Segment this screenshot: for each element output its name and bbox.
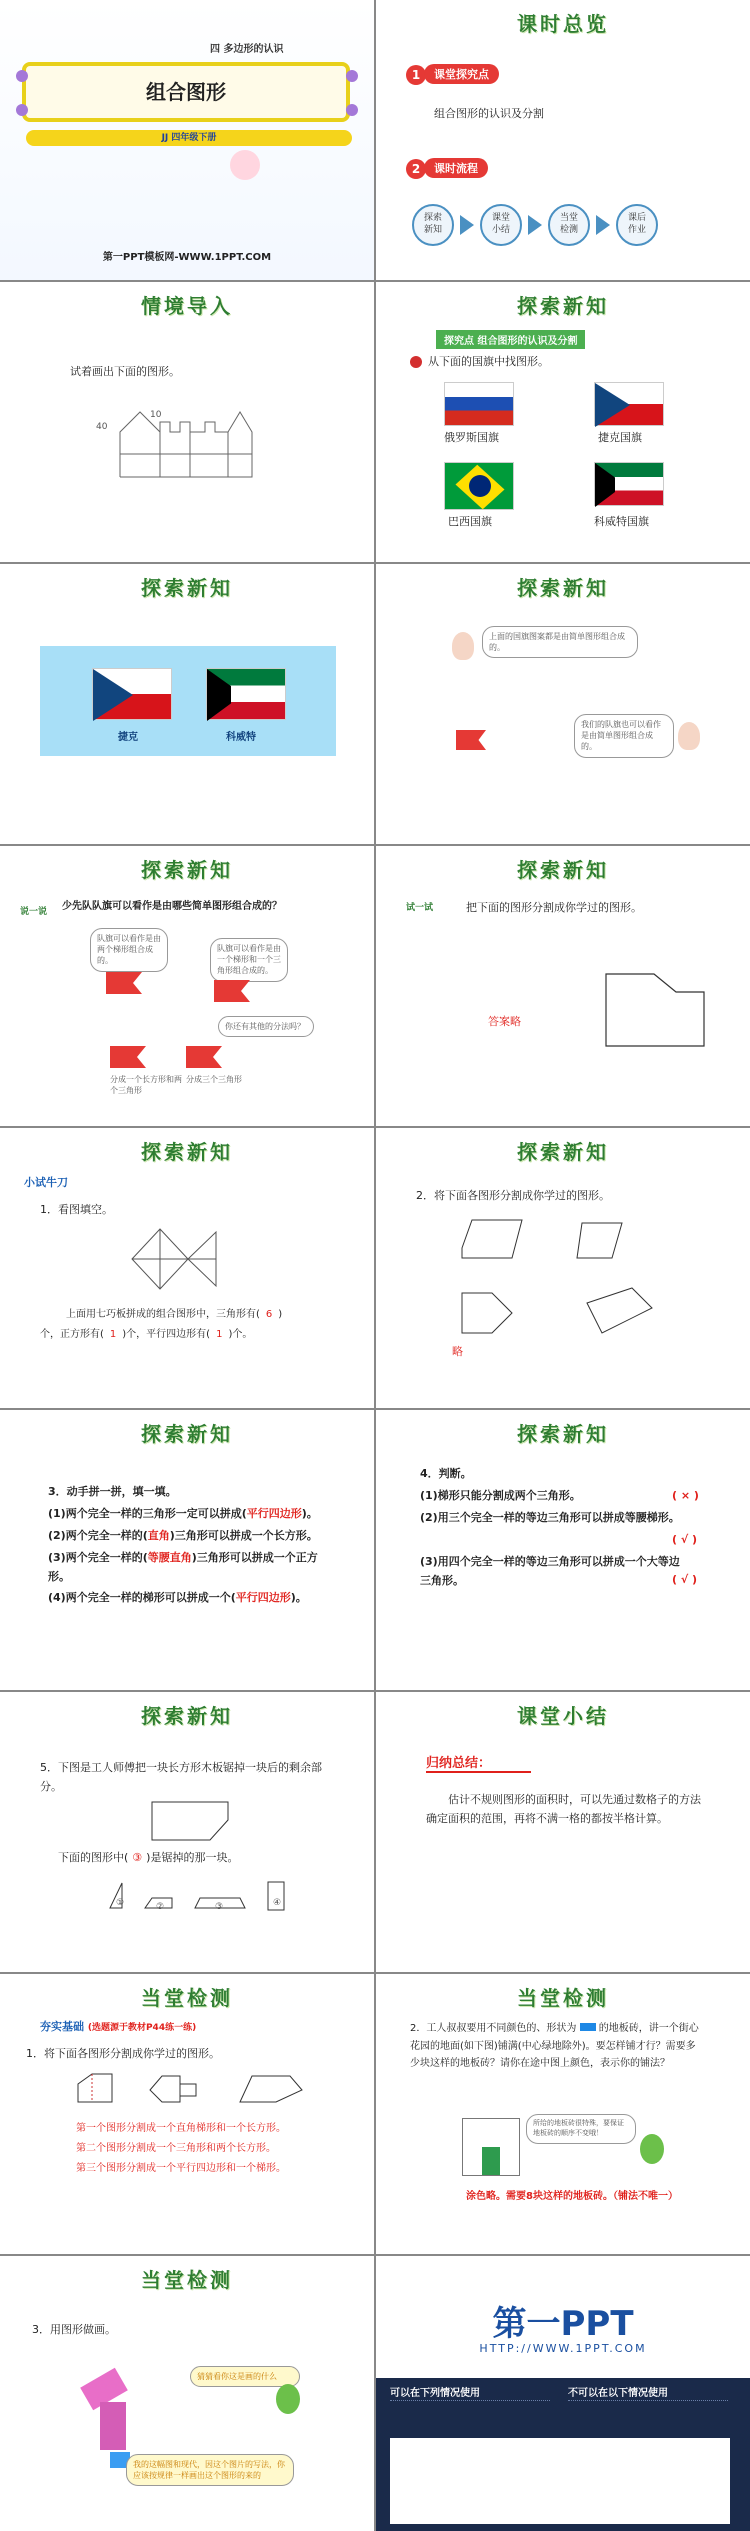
cover-unit: 四 多边形的认识 bbox=[210, 44, 284, 55]
bead-decor bbox=[346, 70, 358, 82]
slide-title: 探索新知 bbox=[141, 1422, 233, 1446]
slide-flags-dialog[interactable] bbox=[376, 564, 750, 844]
slide-title: 情境导入 bbox=[141, 294, 233, 318]
question-text: 3．用图形做画。 bbox=[32, 2323, 116, 2336]
fill-text: (3)两个完全一样的( bbox=[48, 1551, 148, 1564]
exploration-tag: 探究点 组合图形的认识及分割 bbox=[436, 330, 585, 349]
speech-bubble: 所给的地板砖很特殊，要保证地板砖的顺序不变哦！ bbox=[526, 2114, 636, 2144]
cover-title-frame bbox=[22, 62, 350, 122]
row-divider bbox=[0, 1408, 750, 1410]
usage-footer bbox=[376, 2378, 750, 2531]
answer-text: 涂色略。需要8块这样的地板砖。（铺法不唯一） bbox=[466, 2191, 678, 2202]
answer-value: 6 bbox=[265, 1309, 273, 1320]
slide-end[interactable] bbox=[376, 2256, 750, 2531]
answer-text: 答案略 bbox=[488, 1015, 521, 1028]
answer-text: 第二个图形分割成一个三角形和两个长方形。 bbox=[76, 2143, 276, 2154]
fill-text: 下面的图形中( bbox=[58, 1851, 129, 1864]
slide-title: 课时总览 bbox=[517, 12, 609, 36]
judge-statement: (1)梯形只能分割成两个三角形。 bbox=[420, 1489, 581, 1502]
slide-summary[interactable] bbox=[376, 1692, 750, 1972]
usage-heading: 不可以在以下情况使用 bbox=[568, 2388, 668, 2399]
link-list[interactable] bbox=[390, 2438, 730, 2524]
slide-title: 当堂检测 bbox=[517, 1986, 609, 2010]
option-number: ③ bbox=[215, 1902, 224, 1912]
question-text: 少先队队旗可以看作是由哪些简单图形组合成的？ bbox=[62, 901, 282, 912]
slide-intro[interactable] bbox=[0, 282, 374, 562]
slide-test-1[interactable] bbox=[0, 1974, 374, 2254]
practice-heading: 小试牛刀 bbox=[24, 1176, 68, 1189]
answer-value: 平行四边形 bbox=[235, 1591, 291, 1604]
slide-title: 探索新知 bbox=[141, 1140, 233, 1164]
slide-team-flag[interactable] bbox=[0, 846, 374, 1126]
exploration-point: 组合图形的认识及分割 bbox=[434, 107, 544, 120]
answer-value: 平行四边形 bbox=[246, 1507, 302, 1520]
slide-title: 当堂检测 bbox=[141, 1986, 233, 2010]
answer-text: 第三个图形分割成一个平行四边形和一个梯形。 bbox=[76, 2163, 286, 2174]
fill-line-1 bbox=[66, 1306, 282, 1324]
intro-text: 试着画出下面的图形。 bbox=[70, 365, 180, 378]
question-text: 1．看图填空。 bbox=[40, 1203, 113, 1216]
bead-decor bbox=[346, 104, 358, 116]
flags-panel bbox=[40, 646, 336, 756]
summary-text: 估计不规则图形的面积时，可以先通过数格子的方法确定面积的范围，再将不满一格的都按半格计算。 bbox=[426, 1793, 701, 1826]
dimension-label: 10 bbox=[150, 410, 162, 420]
assemble-line bbox=[48, 1588, 358, 1607]
cover-title: 组合图形 bbox=[146, 80, 226, 104]
frog-avatar bbox=[276, 2384, 300, 2414]
fill-text: 上面用七巧板拼成的组合图形中，三角形有( bbox=[66, 1309, 260, 1320]
answer-value: 1 bbox=[216, 1329, 223, 1340]
row-divider bbox=[0, 280, 750, 282]
fill-text: )。 bbox=[290, 1591, 307, 1604]
slide-test-2[interactable] bbox=[376, 1974, 750, 2254]
assemble-line bbox=[48, 1548, 338, 1587]
row-divider bbox=[0, 1972, 750, 1974]
fill-text: )是锯掉的那一块。 bbox=[146, 1851, 239, 1864]
speech-bubble: 猜猜看你这是画的什么 bbox=[190, 2366, 300, 2387]
slide-cover[interactable] bbox=[0, 0, 374, 280]
slide-title: 探索新知 bbox=[141, 858, 233, 882]
flag-label: 俄罗斯国旗 bbox=[444, 431, 499, 444]
slide-judge[interactable] bbox=[376, 1410, 750, 1690]
test-heading-main: 夯实基础 bbox=[40, 2020, 84, 2033]
slide-title: 课堂小结 bbox=[517, 1704, 609, 1728]
fill-text: ) bbox=[278, 1309, 283, 1320]
arrow-right-icon bbox=[528, 215, 542, 235]
slide-overview[interactable] bbox=[376, 0, 750, 280]
slide-try[interactable] bbox=[376, 846, 750, 1126]
answer-text: 第一个图形分割成一个直角梯形和一个长方形。 bbox=[76, 2123, 286, 2134]
answer-line bbox=[58, 1848, 238, 1867]
slide-title: 探索新知 bbox=[517, 858, 609, 882]
answer-value: ③ bbox=[132, 1851, 143, 1864]
row-divider bbox=[0, 1690, 750, 1692]
arrow-right-icon bbox=[596, 215, 610, 235]
speech-bubble: 我们的队旗也可以看作是由简单图形组合成的。 bbox=[574, 714, 674, 758]
slide-test-3[interactable] bbox=[0, 2256, 374, 2531]
pioneer-flag-icon bbox=[110, 1046, 146, 1068]
slide-divide[interactable] bbox=[376, 1128, 750, 1408]
slide-title: 探索新知 bbox=[517, 294, 609, 318]
fill-text: )个。 bbox=[228, 1329, 253, 1340]
speech-bubble: 你还有其他的分法吗？ bbox=[218, 1016, 314, 1037]
slide-title: 当堂检测 bbox=[141, 2268, 233, 2292]
flag-label: 捷克 bbox=[118, 732, 138, 743]
flag-label: 科威特 bbox=[226, 732, 256, 743]
kuwait-flag bbox=[206, 668, 286, 720]
pioneer-flag-icon bbox=[456, 730, 486, 750]
section-number: 1 bbox=[406, 65, 426, 85]
row-divider bbox=[0, 2254, 750, 2256]
pioneer-flag-icon bbox=[214, 980, 250, 1002]
judge-mark: ( × ) bbox=[672, 1489, 699, 1502]
question-text: 2．将下面各图形分割成你学过的图形。 bbox=[416, 1189, 610, 1202]
brazil-flag bbox=[444, 462, 514, 510]
bead-decor bbox=[16, 104, 28, 116]
fill-text: (1)两个完全一样的三角形一定可以拼成( bbox=[48, 1507, 247, 1520]
czech-flag bbox=[594, 382, 664, 426]
row-divider bbox=[0, 1126, 750, 1128]
tile-shape-icon bbox=[580, 2023, 596, 2031]
composite-shape bbox=[604, 972, 708, 1048]
speech-bubble: 队旗可以看作是由两个梯形组合成的。 bbox=[90, 928, 168, 972]
test-heading bbox=[40, 2018, 196, 2034]
fill-text: )三角形可以拼成一个长方形。 bbox=[169, 1529, 318, 1542]
answer-value: 1 bbox=[109, 1329, 117, 1340]
fill-text: (4)两个完全一样的梯形可以拼成一个( bbox=[48, 1591, 236, 1604]
castle-figure bbox=[110, 402, 260, 482]
usage-notes bbox=[390, 2400, 550, 2430]
fill-text: (2)两个完全一样的( bbox=[48, 1529, 148, 1542]
flags-text: 从下面的国旗中找图形。 bbox=[428, 355, 549, 368]
slide-title: 探索新知 bbox=[141, 576, 233, 600]
garden-grid[interactable] bbox=[462, 2118, 520, 2176]
russia-flag bbox=[444, 382, 514, 426]
question-text: 1．将下面各图形分割成你学过的图形。 bbox=[26, 2047, 220, 2060]
flag-label: 捷克国旗 bbox=[598, 431, 642, 444]
arrow-right-icon bbox=[460, 215, 474, 235]
strawberry-icon bbox=[410, 356, 422, 368]
caption-text: 分成三个三角形 bbox=[186, 1075, 242, 1084]
fill-line-2 bbox=[40, 1326, 252, 1344]
speech-bubble: 队旗可以看作是由一个梯形和一个三角形组合成的。 bbox=[210, 938, 288, 982]
slide-assemble[interactable] bbox=[0, 1410, 374, 1690]
question-part: 2．工人叔叔要用不同颜色的、形状为 bbox=[410, 2023, 577, 2034]
shapes-to-divide bbox=[452, 1218, 692, 1338]
question-text bbox=[410, 2020, 700, 2073]
summary-heading: 归纳总结： bbox=[426, 1752, 531, 1773]
section-2-label: 课时流程 bbox=[424, 158, 488, 178]
board-shape bbox=[150, 1800, 230, 1842]
assemble-line bbox=[48, 1504, 358, 1523]
bead-decor bbox=[16, 70, 28, 82]
answer-value: 等腰直角 bbox=[147, 1551, 192, 1564]
try-icon: 试一试 bbox=[406, 903, 434, 913]
assemble-line bbox=[48, 1526, 358, 1545]
pioneer-flag-icon bbox=[186, 1046, 222, 1068]
fill-text: )个，平行四边形有( bbox=[122, 1329, 211, 1340]
test-heading-source: (选题源于教材P44练一练) bbox=[87, 2023, 197, 2033]
slide-tangram[interactable] bbox=[0, 1128, 374, 1408]
girl-avatar bbox=[678, 722, 700, 750]
section-1-label: 课堂探究点 bbox=[424, 64, 499, 84]
speech-bubble: 我的这幅图和现代，因这个图片的写法，你应该按规律一样画出这个图形的来的 bbox=[126, 2454, 294, 2486]
grade-bar bbox=[26, 130, 352, 146]
cover-site: 第一PPT模板网-WWW.1PPT.COM bbox=[102, 252, 272, 263]
usage-heading: 可以在下列情况使用 bbox=[390, 2388, 480, 2399]
judge-mark: ( √ ) bbox=[672, 1533, 698, 1546]
row-divider bbox=[0, 844, 750, 846]
talk-icon: 说一说 bbox=[20, 907, 48, 917]
question-text: 4．判断。 bbox=[420, 1467, 472, 1480]
cover-grade: JJ 四年级下册 bbox=[161, 133, 217, 143]
speech-bubble: 上面的国旗图案都是由简单图形组合成的。 bbox=[482, 626, 638, 658]
option-number: ④ bbox=[273, 1898, 282, 1908]
option-number: ② bbox=[156, 1902, 165, 1912]
fill-text: )。 bbox=[301, 1507, 318, 1520]
frog-avatar bbox=[640, 2134, 664, 2164]
answer-value: 直角 bbox=[147, 1529, 170, 1542]
slide-title: 探索新知 bbox=[141, 1704, 233, 1728]
brand-logo: 第一PPT bbox=[492, 2304, 634, 2344]
slide-title: 探索新知 bbox=[517, 576, 609, 600]
slide-title: 探索新知 bbox=[517, 1140, 609, 1164]
row-divider bbox=[0, 562, 750, 564]
flag-label: 科威特国旗 bbox=[594, 515, 649, 528]
slide-board[interactable] bbox=[0, 1692, 374, 1972]
flag-label: 巴西国旗 bbox=[448, 515, 492, 528]
slide-flags-shapes[interactable] bbox=[0, 564, 374, 844]
czech-flag bbox=[92, 668, 172, 720]
fill-text: 个，正方形有( bbox=[40, 1329, 104, 1340]
flow-step[interactable]: 课堂 小结 bbox=[480, 204, 522, 246]
option-shapes bbox=[100, 1878, 290, 1918]
boy-avatar bbox=[452, 632, 474, 660]
brand-url[interactable]: HTTP://WWW.1PPT.COM bbox=[479, 2342, 647, 2355]
slide-title: 探索新知 bbox=[517, 1422, 609, 1446]
flow-step[interactable]: 当堂 检测 bbox=[548, 204, 590, 246]
pioneer-flag-icon bbox=[106, 972, 142, 994]
usage-notes bbox=[568, 2400, 728, 2430]
flow-step[interactable]: 探索 新知 bbox=[412, 204, 454, 246]
judge-statement: (3)用四个完全一样的等边三角形可以拼成一个大等边三角形。 bbox=[420, 1555, 680, 1588]
instruction-text: 把下面的图形分割成你学过的图形。 bbox=[466, 901, 642, 914]
question-text: 3．动手拼一拼，填一填。 bbox=[48, 1485, 177, 1498]
option-number: ① bbox=[116, 1898, 125, 1908]
slide-flags[interactable] bbox=[376, 282, 750, 562]
section-2-badge bbox=[406, 158, 426, 179]
caption-text: 分成一个长方形和两个三角形 bbox=[110, 1075, 182, 1095]
flow-step[interactable]: 课后 作业 bbox=[616, 204, 658, 246]
tangram-fish bbox=[130, 1224, 220, 1294]
test-shapes bbox=[70, 2072, 320, 2108]
fill-text: )三角形可以拼成一个正方形。 bbox=[48, 1551, 318, 1584]
judge-mark: ( √ ) bbox=[672, 1573, 698, 1586]
judge-statement: (2)用三个完全一样的等边三角形可以拼成等腰梯形。 bbox=[420, 1511, 680, 1524]
column-divider bbox=[374, 0, 376, 2531]
doll-illustration bbox=[230, 150, 260, 180]
question-text: 5．下图是工人师傅把一块长方形木板锯掉一块后的剩余部分。 bbox=[40, 1761, 322, 1794]
shape-drawing bbox=[100, 2402, 126, 2450]
section-number: 2 bbox=[406, 159, 426, 179]
section-1-badge bbox=[406, 64, 426, 85]
kuwait-flag bbox=[594, 462, 664, 506]
answer-text: 略 bbox=[452, 1345, 463, 1358]
question-part: 的地板砖，讲一个街心花园的地面(如下图)铺满(中心绿地除外)。要怎样铺才行？需要多少块这样的地板砖？请你在途中图上颜色，表示你的铺法？ bbox=[410, 2023, 699, 2069]
dimension-label: 40 bbox=[96, 422, 108, 432]
